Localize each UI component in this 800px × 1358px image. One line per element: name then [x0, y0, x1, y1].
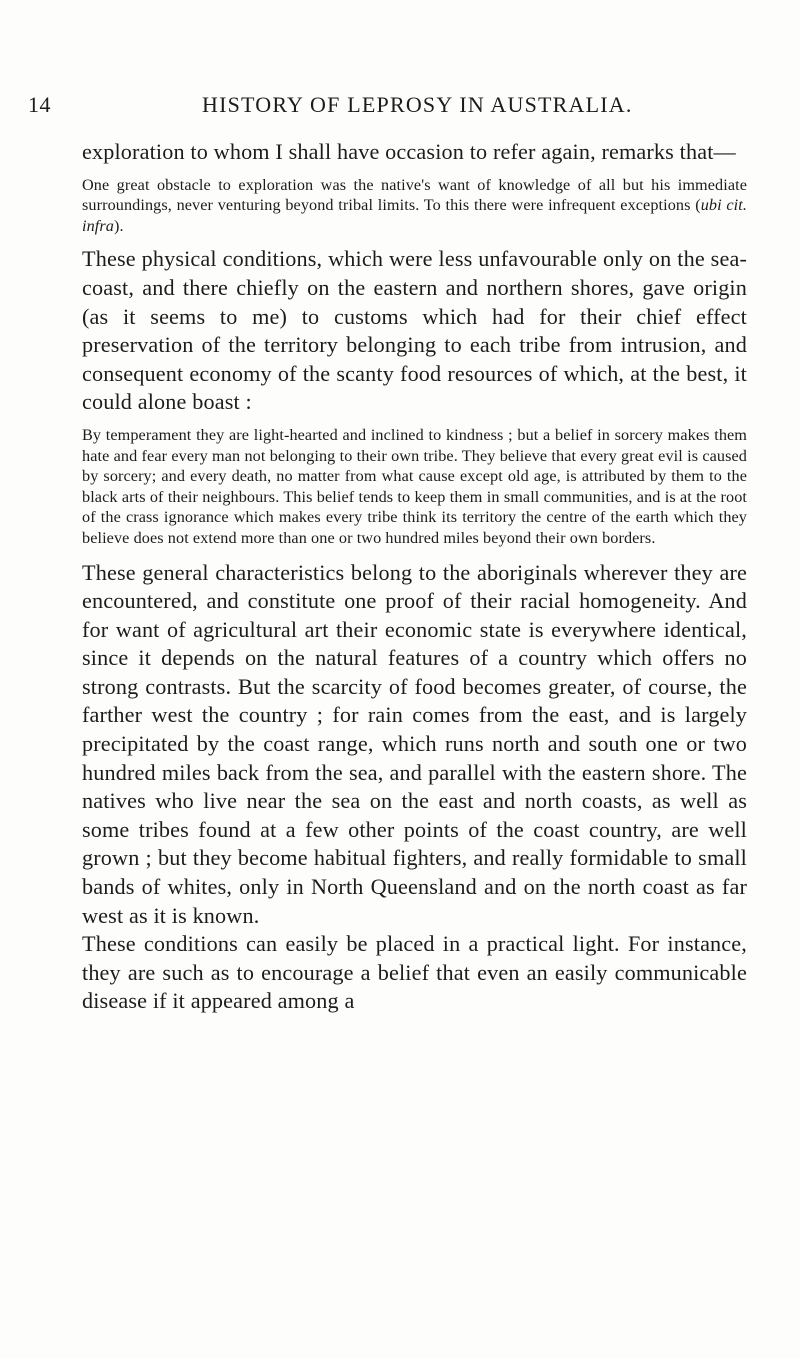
quote-closing: ).	[113, 216, 124, 235]
block-quote-obstacle	[82, 175, 747, 237]
paragraph-practical-light: These conditions can easily be placed in a practical light. For instance, they are such as to encourage a belief that even an easily communicable disease if it appeared among a	[82, 931, 747, 1014]
quote-text: One great obstacle to exploration was the native's want of knowledge of all but his immediate surroundings, never venturing beyond tribal limits. To this there were infrequent exceptions (	[82, 175, 747, 215]
citation: ubi cit. infra	[82, 196, 747, 235]
page-number: 14	[28, 92, 51, 117]
block-quote-temperament: By temperament they are light-hearted and inclined to kindness ; but a belief in sorcery makes them hate and fear every man not belonging to their own tribe. They believe that every great evil is caused by sorcery; and every death, no matter from what cause except old age, is attributed by them to the black arts of their neighbours. This belief tends to keep them in small communities, and is at the root of the crass ignorance which makes every tribe think its territory the centre of the earth which they believe does not extend more than one or two hundred miles beyond their own borders.	[82, 425, 747, 547]
paragraph-physical-conditions: These physical conditions, which were less unfavourable only on the sea-coast, and there chiefly on the eastern and northern shores, gave origin (as it seems to me) to customs which had for their chief effect preservation of the territory belonging to each tribe from intrusion, and consequent economy of the scanty food resources of which, at the best, it could alone boast :	[82, 246, 747, 415]
page-body	[82, 138, 747, 1016]
intro-paragraph: exploration to whom I shall have occasion to refer again, remarks that—	[82, 139, 736, 164]
paragraph-general-characteristics: These general characteristics belong to the aboriginals wherever they are encountered, and constitute one proof of their racial homogeneity. And for want of agricultural art their economic state is everywhere identical, since it depends on the natural features of a country which offers no strong contrasts. But the scarcity of food becomes greater, of course, the farther west the country ; for rain comes from the east, and is largely precipitated by the coast range, which runs north and south one or two hundred miles back from the sea, and parallel with the eastern shore. The natives who live near the sea on the east and north coasts, as well as some tribes found at a few other points of the coast country, are well grown ; but they become habitual fighters, and really formidable to small bands of whites, only in North Queensland and on the north coast as far west as it is known.	[82, 559, 747, 928]
running-head: HISTORY OF LEPROSY IN AUSTRALIA.	[202, 92, 633, 117]
page-header	[28, 92, 748, 124]
